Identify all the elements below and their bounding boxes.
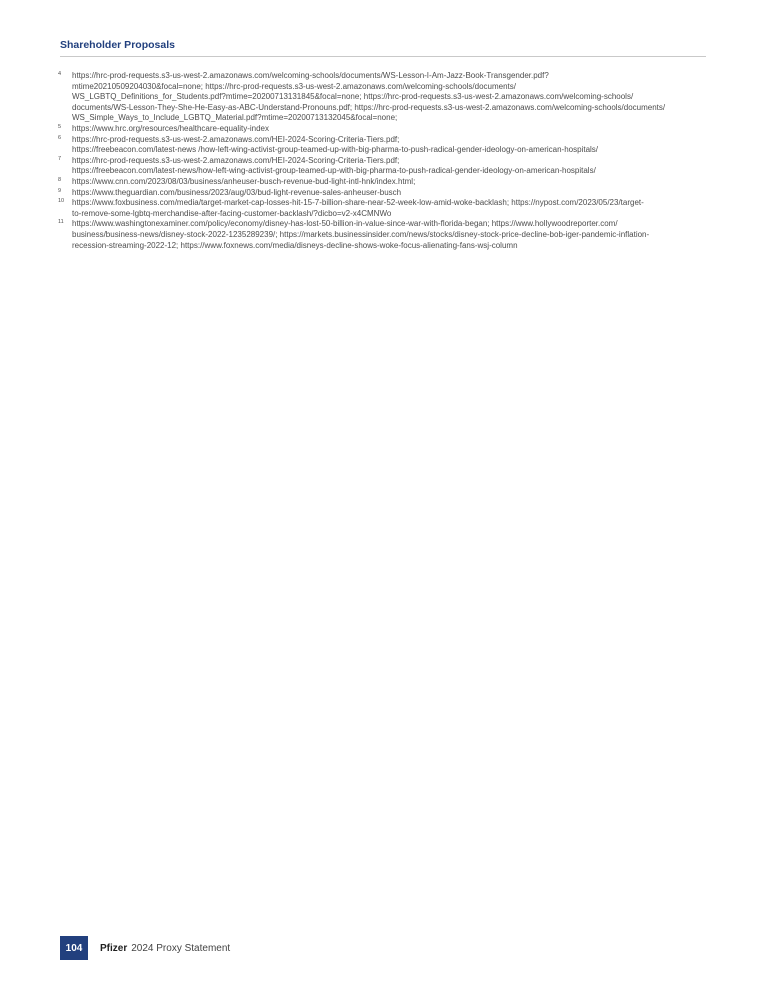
- footnote-7: [58, 156, 713, 177]
- page-number: 104: [60, 936, 88, 960]
- footnote-8: [58, 177, 713, 188]
- footnote-link[interactable]: https://www.foxbusiness.com/media/target-market-cap-losses-hit-15-7-billion-share-near-52-week-low-amid-woke-backlash; https://nypost.com/2023/05/23/target-: [72, 198, 644, 208]
- footnotes-list: [58, 71, 713, 251]
- footnote-number: 10: [58, 198, 65, 205]
- footnote-link[interactable]: https://hrc-prod-requests.s3-us-west-2.amazonaws.com/welcoming-schools/documents/WS-Lesson-I-Am-Jazz-Book-Transgender.pdf?: [72, 71, 549, 80]
- footnote-link[interactable]: to-remove-some-lgbtq-merchandise-after-facing-customer-backlash/?dicbo=v2-x4CMNWo: [72, 208, 392, 218]
- footnote-link[interactable]: https://freebeacon.com/latest-news/how-left-wing-activist-group-teamed-up-with-big-pharma-to-push-radical-gender-ideology-on-american-hospitals/: [72, 166, 596, 176]
- footnote-number: 7: [58, 155, 62, 162]
- footnote-number: 6: [58, 134, 62, 141]
- footnote-5: [58, 124, 713, 135]
- footnote-9: [58, 188, 713, 199]
- footnote-link[interactable]: recession-streaming-2022-12; https://www.foxnews.com/media/disneys-decline-shows-woke-focus-alienating-fans-wsj-column: [72, 240, 518, 250]
- footnote-6: [58, 135, 713, 156]
- footnote-number: 11: [58, 219, 64, 226]
- page-footer: [60, 936, 230, 960]
- footer-document-title: 2024 Proxy Statement: [131, 942, 231, 954]
- footer-brand: Pfizer: [100, 942, 128, 954]
- footnote-link[interactable]: https://www.hrc.org/resources/healthcare-equality-index: [72, 123, 269, 133]
- header-divider: [60, 56, 706, 57]
- footnote-link[interactable]: WS_Simple_Ways_to_Include_LGBTQ_Material.pdf?mtime=20200713132045&focal=none;: [72, 113, 398, 123]
- footnote-link[interactable]: https://hrc-prod-requests.s3-us-west-2.amazonaws.com/HEI-2024-Scoring-Criteria-Tiers.pdf;: [72, 134, 400, 144]
- footnote-link[interactable]: https://freebeacon.com/latest-news /how-left-wing-activist-group-teamed-up-with-big-pharma-to-push-radical-gender-ideology-on-american-hospitals/: [72, 145, 599, 155]
- footnote-link[interactable]: https://www.washingtonexaminer.com/policy/economy/disney-has-lost-50-billion-in-value-since-war-with-florida-began; https://www.hollywoodreporter.com/: [72, 219, 618, 229]
- footnote-number: 9: [58, 187, 62, 194]
- footnote-link[interactable]: https://www.cnn.com/2023/08/03/business/anheuser-busch-revenue-bud-light-intl-hnk/index.html;: [72, 176, 416, 186]
- footnote-link[interactable]: mtime20210509204030&focal=none; https://hrc-prod-requests.s3-us-west-2.amazonaws.com/welcoming-schools/documents/: [72, 81, 517, 91]
- footnote-10: [58, 198, 713, 219]
- footnote-link[interactable]: WS_LGBTQ_Definitions_for_Students.pdf?mtime=20200713131845&focal=none; https://hrc-prod-requests.s3-us-west-2.amazonaws.com/welcoming-schools/: [72, 92, 634, 102]
- footnote-11: [58, 219, 713, 251]
- footnote-link[interactable]: https://hrc-prod-requests.s3-us-west-2.amazonaws.com/HEI-2024-Scoring-Criteria-Tiers.pdf;: [72, 155, 400, 165]
- footnote-number: 8: [58, 176, 62, 183]
- footnote-link[interactable]: https://www.theguardian.com/business/2023/aug/03/bud-light-revenue-sales-anheuser-busch: [72, 187, 402, 197]
- footnote-number: 4: [58, 71, 62, 77]
- footnote-link[interactable]: documents/WS-Lesson-They-She-He-Easy-as-ABC-Understand-Pronouns.pdf; https://hrc-prod-requests.s3-us-west-2.amazonaws.com/welcoming-schools/documents/: [72, 102, 666, 112]
- footnote-link[interactable]: business/business-news/disney-stock-2022-1235289239/; https://markets.businessinsider.com/news/stocks/disney-stock-price-decline-bob-iger-pandemic-inflation-: [72, 229, 650, 239]
- footnote-number: 5: [58, 123, 62, 130]
- footnote-4: [58, 71, 713, 124]
- section-title: Shareholder Proposals: [60, 39, 175, 51]
